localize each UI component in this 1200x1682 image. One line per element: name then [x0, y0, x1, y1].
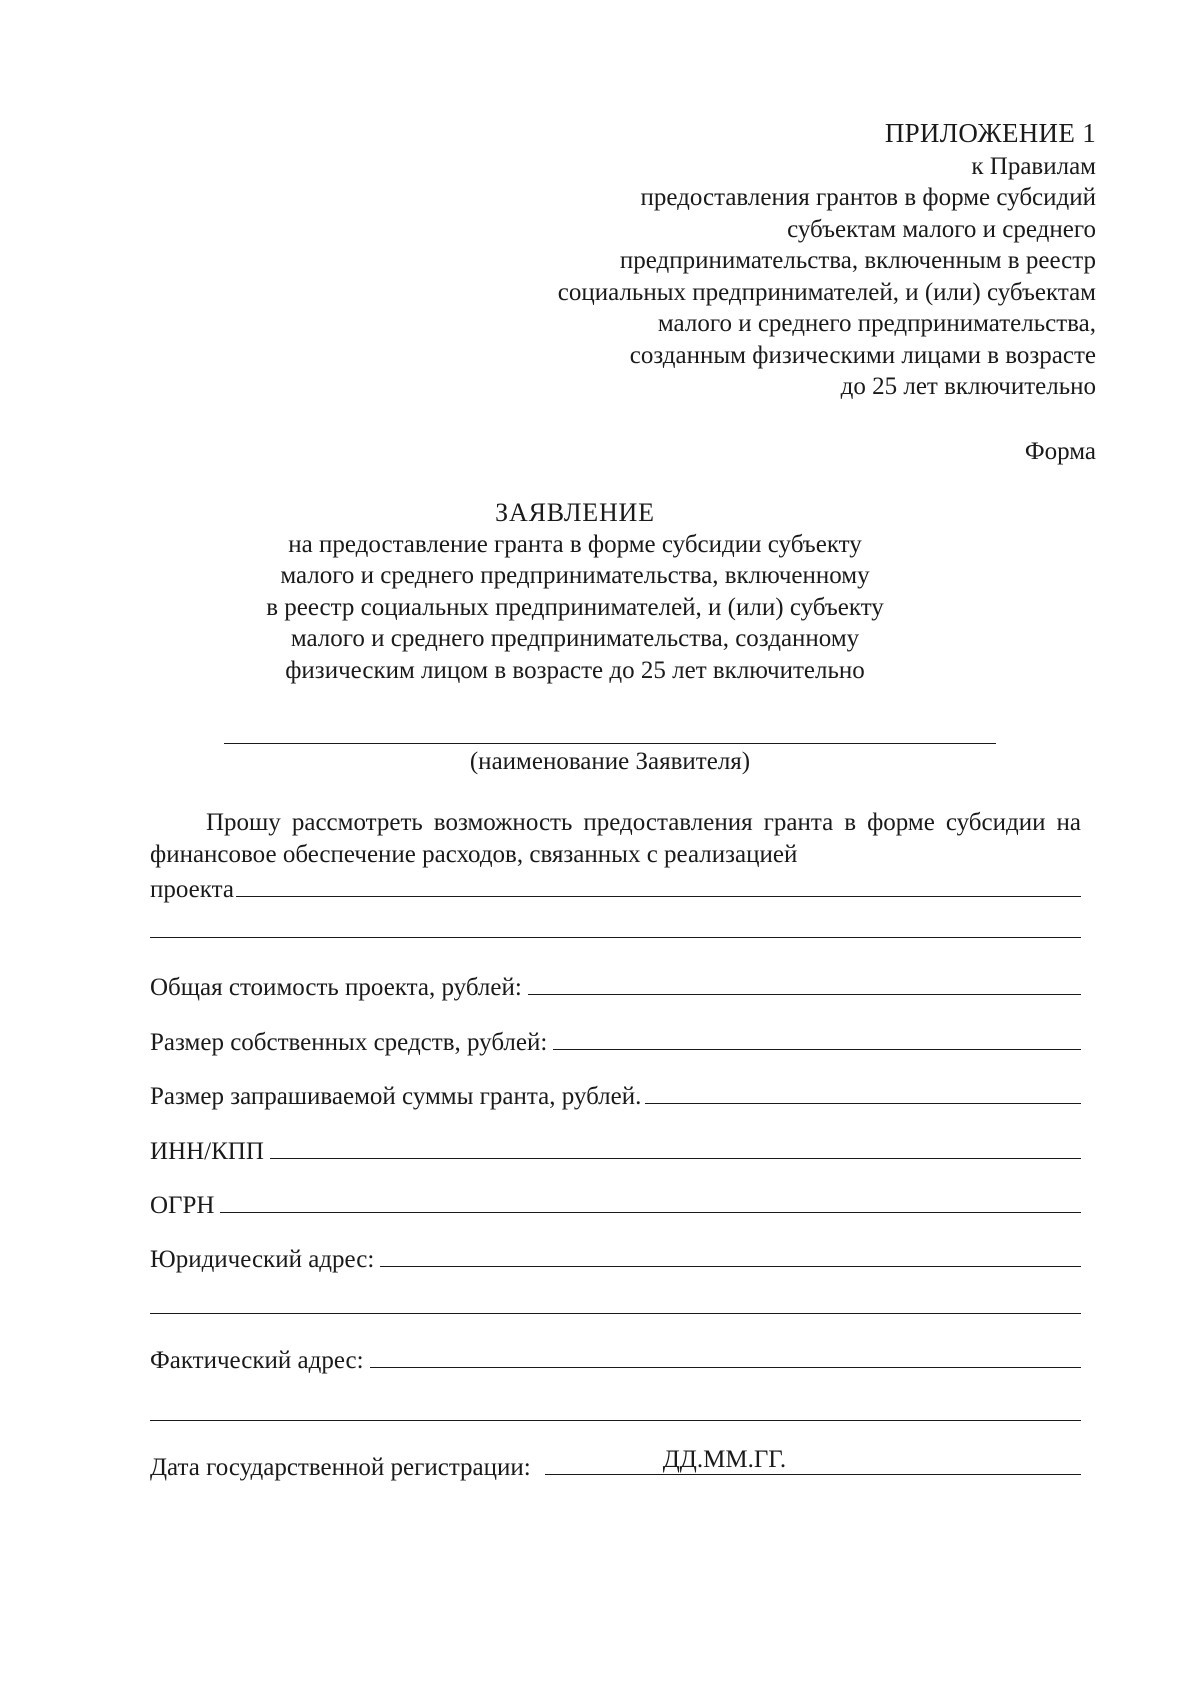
- project-label: проекта: [150, 876, 234, 903]
- appendix-line: предпринимательства, включенным в реестр: [619, 247, 1096, 274]
- appendix-line: субъектам малого и среднего: [787, 215, 1096, 243]
- applicant-name-line[interactable]: [224, 743, 996, 744]
- own-funds-field: [150, 1027, 1081, 1057]
- statement-line: физическим лицом в возрасте до 25 лет включительно: [285, 656, 865, 684]
- inn-kpp-line[interactable]: [270, 1136, 1081, 1159]
- ogrn-label: ОГРН: [150, 1192, 215, 1219]
- grant-amount-label: Размер запрашиваемой суммы гранта, рублей.: [150, 1083, 642, 1110]
- total-cost-field: [150, 972, 1081, 1002]
- registration-date-value: ДД.ММ.ГГ.: [662, 1446, 787, 1473]
- project-line[interactable]: [236, 874, 1081, 897]
- grant-amount-line[interactable]: [645, 1081, 1081, 1104]
- statement-line: в реестр социальных предпринимателей, и (или) субъекту: [266, 593, 884, 621]
- registration-date-line[interactable]: [545, 1446, 1081, 1475]
- appendix-line: малого и среднего предпринимательства,: [657, 310, 1096, 337]
- form-label: Форма: [1024, 438, 1096, 465]
- legal-address-line-continued[interactable]: [150, 1313, 1081, 1314]
- appendix-line: до 25 лет включительно: [840, 373, 1096, 400]
- request-line-2: субсидии на финансовое обеспечение расходов, связанных с реализацией: [150, 809, 1081, 868]
- inn-kpp-field: [150, 1136, 1081, 1166]
- appendix-header: [396, 118, 1096, 403]
- registration-date-label: Дата государственной регистрации:: [150, 1454, 531, 1481]
- appendix-line: социальных предпринимателей, и (или) субъектам: [557, 278, 1096, 306]
- ogrn-field: [150, 1190, 1081, 1220]
- statement-line: малого и среднего предпринимательства, созданному: [290, 625, 860, 652]
- actual-address-field: [150, 1345, 1081, 1375]
- appendix-line: предоставления грантов в форме субсидий: [640, 184, 1096, 211]
- actual-address-line[interactable]: [370, 1345, 1081, 1368]
- own-funds-label: Размер собственных средств, рублей:: [150, 1029, 548, 1056]
- total-cost-line[interactable]: [528, 972, 1081, 995]
- request-paragraph: [150, 807, 1081, 870]
- request-line-1: Прошу рассмотреть возможность предоставления гранта в форме: [206, 809, 935, 836]
- legal-address-label: Юридический адрес:: [150, 1246, 375, 1273]
- project-field: [150, 874, 1081, 904]
- legal-address-field: [150, 1244, 1081, 1274]
- total-cost-label: Общая стоимость проекта, рублей:: [150, 974, 522, 1001]
- statement-title-block: [150, 497, 1000, 686]
- own-funds-line[interactable]: [553, 1027, 1081, 1050]
- ogrn-line[interactable]: [220, 1190, 1081, 1213]
- legal-address-line[interactable]: [380, 1244, 1081, 1267]
- grant-amount-field: [150, 1081, 1081, 1111]
- project-line-continued[interactable]: [150, 937, 1081, 938]
- inn-kpp-label: ИНН/КПП: [150, 1138, 264, 1165]
- statement-line: на предоставление гранта в форме субсидии субъекту: [288, 530, 862, 558]
- appendix-line: созданным физическими лицами в возрасте: [629, 341, 1096, 369]
- actual-address-line-continued[interactable]: [150, 1420, 1081, 1421]
- statement-line: малого и среднего предпринимательства, включенному: [280, 562, 870, 589]
- appendix-line: к Правилам: [971, 152, 1096, 180]
- applicant-caption: (наименование Заявителя): [469, 748, 751, 775]
- appendix-title: ПРИЛОЖЕНИЕ 1: [884, 118, 1096, 148]
- statement-heading: ЗАЯВЛЕНИЕ: [495, 498, 655, 527]
- actual-address-label: Фактический адрес:: [150, 1347, 364, 1374]
- registration-date-field: [150, 1446, 1081, 1482]
